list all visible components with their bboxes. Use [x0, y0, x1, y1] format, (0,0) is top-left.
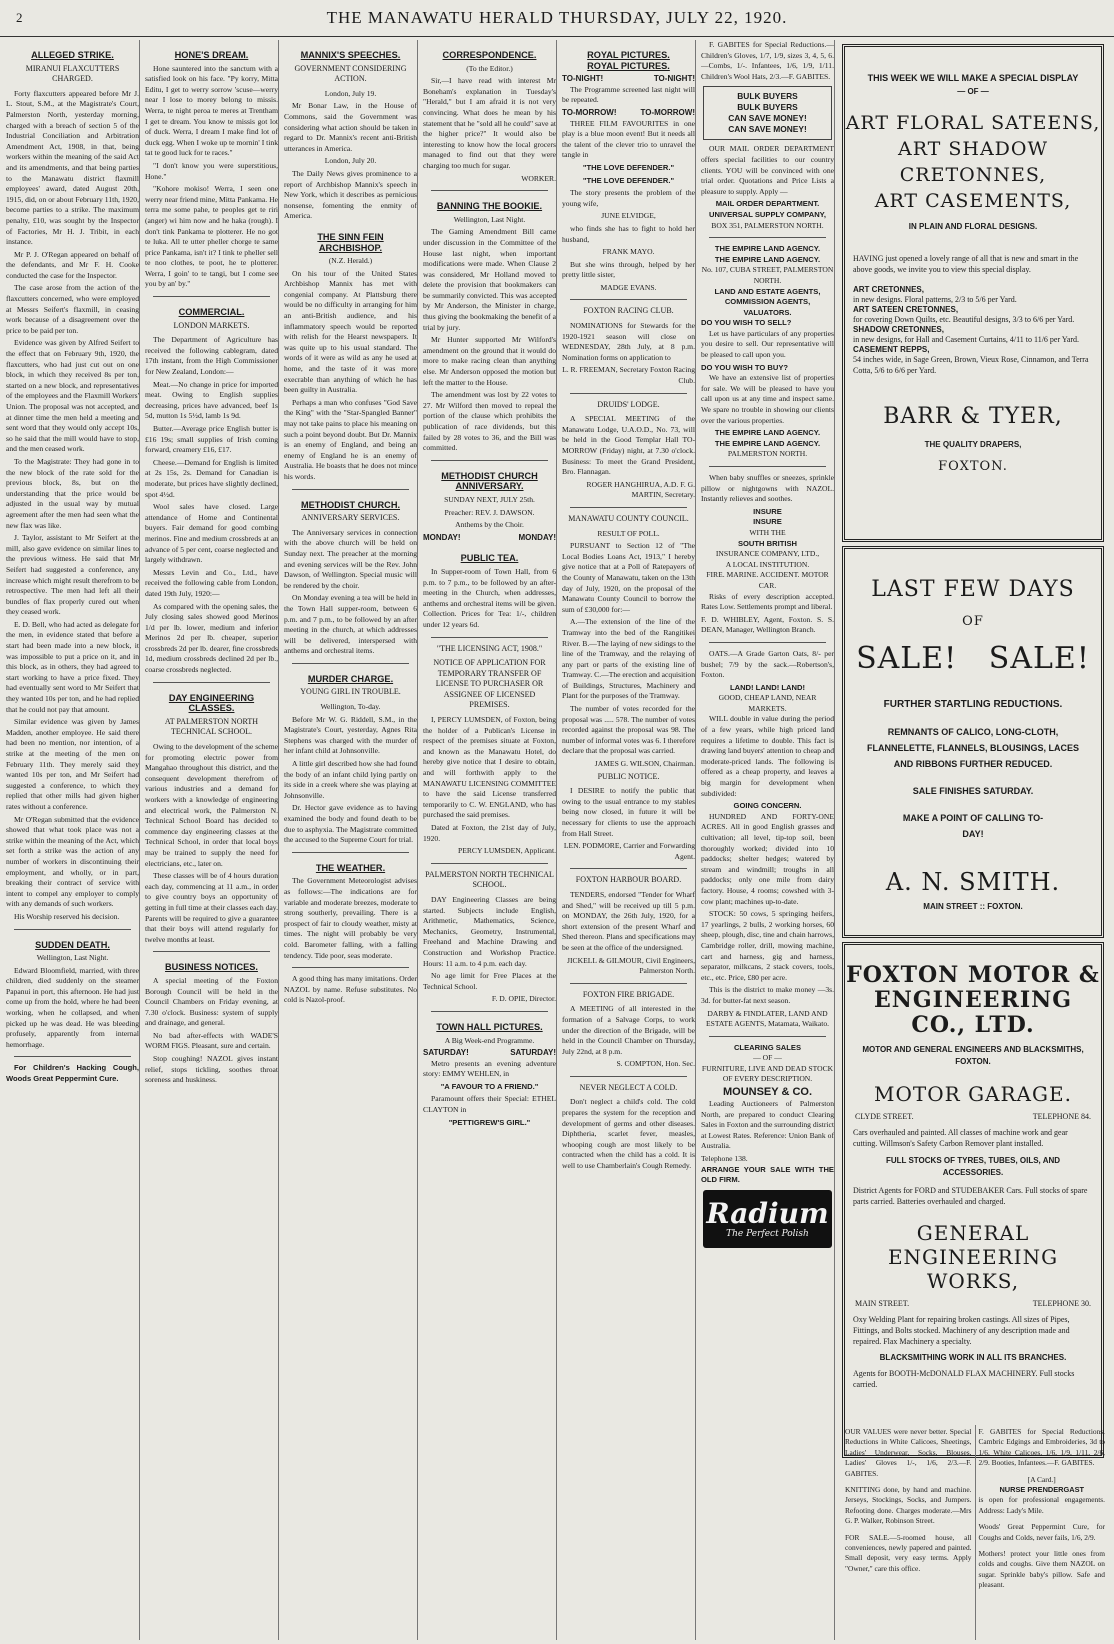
- clearing-sales-line: — OF —: [753, 1053, 782, 1063]
- divider: [292, 489, 409, 490]
- notice-line: SUNDAY NEXT, JULY 25th.: [444, 494, 535, 504]
- headline-public-tea: PUBLIC TEA.: [460, 553, 519, 564]
- article-paragraph: E. D. Bell, who had acted as delegate for the men, in evidence stated that before a start had been made into a new block, it was impossible to put a price on it, and in this block, as in others, they had agreed to start working to have a price fixed. They had eventually sent word to Mr Seifert that they wanted 10s per ton, and he had replied that he could not pay that amount.: [6, 619, 139, 714]
- telephone: Telephone 138.: [701, 1154, 748, 1164]
- article-paragraph: His Worship reserved his decision.: [14, 911, 120, 921]
- divider: [431, 637, 548, 638]
- article-paragraph: The amendment was lost by 22 votes to 27. Mr Wilford then moved to repeal the portion of the clause which prohibits the publication of race dividends, but this failed by 28 votes to 36, and the Bill was committed.: [423, 390, 556, 453]
- article-paragraph: PURSUANT to Section 12 of "The Local Bodies Loans Act, 1913," I hereby give notice that at a Poll of Ratepayers of the County of Manawatu, taken on the 13th day of July, 1920, on the proposal of the Manawatu County Council to borrow the sum of £30,000 for:—: [562, 541, 695, 614]
- signature: ROGER HANGHIRUA, A.D. F. G. MARTIN, Secretary.: [586, 479, 695, 500]
- divider: [292, 967, 409, 968]
- article-paragraph: Forty flaxcutters appeared before Mr J. L. Stout, S.M., at the Magistrate's Court, Palmerston North, yesterday morning, charged with a breach of section 5 of the Industrial Conciliation and Arbitration Amendment Act, 1908, in that, being workers within the meaning of the said Act and its amendments, and that being parties to the Manawatu district flaxmill employees' award, dated August 20th, 1915, did, on or about February 11th, 1920, become parties to a strike. The maximum penalty, £10, was sought by the Inspector of Factories, Mr H. J. Tribit, in each instance.: [6, 88, 139, 247]
- article-paragraph: A special meeting of the Foxton Borough Council will be held in the Council Chambers on Friday evening, at 7.30 o'clock. Business: system of supply and drainage, and general.: [145, 975, 278, 1028]
- divider: [570, 299, 687, 300]
- article-paragraph: On his tour of the United States Archbishop Mannix has met with congenial company. At Plattsburg there would be no difficulty in arranging for him an anti-British audience, and his inflammatory speech would be reported with relish for the Hearst newspapers. It was quite up to his usual standard. The words of it were as wild as any he used at home, and the taste of it was more execrable than anything of which he has been guilty in Australia.: [284, 268, 417, 395]
- advert-column: [842, 40, 1108, 1640]
- headline-foxton-racing: FOXTON RACING CLUB.: [583, 306, 674, 316]
- headline-business-notices: BUSINESS NOTICES.: [165, 962, 258, 973]
- film-title: "THE LOVE DEFENDER.": [582, 162, 675, 172]
- article-paragraph: A SPECIAL MEETING of the Manawatu Lodge, U.A.O.D., No. 73, will be held in the Good Templar Hall TO-MORROW (Friday) night, at 7.30 o'clock. Business: To meet the Grand President, Bro. Flannagan.: [562, 414, 695, 477]
- article-paragraph: Leading Auctioneers of Palmerston North, are prepared to conduct Clearing Sales in Foxton and the surrounding district at Lowest Rates. Reference: Union Bank of Australia.: [701, 1099, 834, 1151]
- article-paragraph: I DESIRE to notify the public that owing to the usual entrance to my stables being now closed, in future it will be necessary for clients to use the approach from Hall Street.: [562, 786, 695, 838]
- article-paragraph: J. Taylor, assistant to Mr Seifert at the mill, also gave evidence on similar lines to the previous witness. He said that Mr Seifert had suggested a conference, any increase which might result therefrom to be retrospective. The men had left all their bundles of flax properly cured out when they ceased work.: [6, 533, 139, 617]
- article-paragraph: Sir,—I have read with interest Mr Boneham's explanation in Tuesday's "Herald," but I am afraid it is not very convincing. What does he mean by his statement that he "sold all he could" save at the higher price?" It would also be interesting to know how the local grocers managed to find out that they were charging too much for sugar.: [423, 76, 556, 170]
- insurance-line: INSURE: [753, 506, 782, 516]
- article-paragraph: TENDERS, endorsed "Tender for Wharf and Shed," will be received up till 5 p.m. on MONDAY, the 26th July, 1920, for a short extension of the present Wharf and Shed thereon. Plans and specifications may be seen at the office of the undersigned.: [562, 889, 695, 952]
- article-paragraph: Edward Bloomfield, married, with three children, died suddenly on the steamer Papanui in port, this afternoon. He had just come up from the hold, where he had been working, when he collapsed, and when picked up he was dead. He was bleeding profusely, apparently from internal hemorrhage.: [6, 965, 139, 1049]
- article-paragraph: Meat.—No change in price for imported meat. Owing to English supplies decreasing, prices have advanced, beef 1s 5d, mutton 1s 5½d, lamb 1s 9d.: [145, 379, 278, 421]
- insurance-line: A LOCAL INSTITUTION.: [725, 559, 810, 569]
- article-paragraph: No bad after-effects with WADE'S WORM FIGS. Pleasant, sure and certain.: [145, 1030, 278, 1051]
- article-paragraph: The case arose from the action of the flaxcutters concerned, who were employed at Messrs Seifert's flaxmill, in ceasing work because of a disagreement over the price to be paid per ton.: [6, 283, 139, 335]
- barr-tyer-name: BARR & TYER,: [883, 404, 1063, 429]
- star-name: JUNE ELVIDGE,: [601, 211, 656, 221]
- subheading: LONDON MARKETS.: [173, 320, 250, 330]
- subheading: GOVERNMENT CONSIDERING ACTION.: [294, 63, 407, 84]
- star-name: FRANK MAYO.: [602, 247, 655, 257]
- signature: F. D. OPIE, Director.: [491, 994, 556, 1004]
- land-heading: LAND! LAND! LAND!: [729, 682, 806, 692]
- article-paragraph: We have an extensive list of properties for sale. We will be pleased to have you call upon us at any time and inspect same. We spare no trouble in showing our clients over the various properties.: [701, 373, 834, 425]
- article-paragraph: A.—The extension of the line of the Tramway into the bed of the Rangitikei River. B.—The laying of new sidings to the line of the Tramway, and the relaying of any part or parts of the existing line of Tramway. C.—The erection and acquisition of Buildings, Structures, Machinery and Plant for the purposes of the Tramway.: [562, 617, 695, 701]
- headline-public-notice: PUBLIC NOTICE.: [597, 771, 660, 781]
- mounsey-name: MOUNSEY & CO.: [722, 1086, 813, 1099]
- film-title: "PETTIGREW'S GIRL.": [448, 1117, 531, 1127]
- article-paragraph: These classes will be of 4 hours duration each day, commencing at 11 a.m., in order to give country boys an opportunity of getting in full time at their classes each day. Parents will be required to give a guarantee that their boys will attend regularly for twelve months at least.: [145, 871, 278, 944]
- article-paragraph: who finds she has to fight to hold her husband,: [562, 223, 695, 244]
- headline-county-council: MANAWATU COUNTY COUNCIL.: [568, 513, 689, 523]
- article-paragraph: The number of votes recorded for the proposal was ..... 578. The number of votes recorded against the proposal was 98. The number of informal votes was 6. I therefore declare that the proposal was carried.: [562, 704, 695, 756]
- film-title: "THE LOVE DEFENDER.": [582, 175, 675, 185]
- clearing-sales-heading: CLEARING SALES: [733, 1042, 802, 1052]
- article-paragraph: Mr O'Regan submitted that the evidence showed that what took place was not a strike within the meaning of the Act, which set forth a strike was the action of any number of workers in discontinuing their employment, and wholly, or in part, breaking their contract of service with intent to compel any employer to comply with any demands of such workers.: [6, 814, 139, 909]
- divider: [570, 1076, 687, 1077]
- source-line: (N.Z. Herald.): [328, 256, 373, 266]
- signature: F. D. WHIBLEY, Agent, Foxton. S. S. DEAN, Manager, Wellington Branch.: [701, 614, 834, 635]
- article-paragraph: The Government Meteorologist advises as follows:—The indications are for variable and moderate breezes, moderate to strong southerly, prevailing. There is a prospect of fair to cloudy weather, misty at times. The night will probably be very cold. Barometer falling, with a falling tendency. Tide poor, seas moderate.: [284, 876, 417, 960]
- article-paragraph: As compared with the opening sales, the July closing sales showed good Merinos 1/d per lb. lower, medium and inferior Merinos 2d per lb. cheaper, superior crossbreds 2d per lb. dearer, fine crossbreds 1d, medium crossbreds declined 2d per lb., coarse crossbreds neglected.: [145, 601, 278, 675]
- insurance-line: WITH THE: [749, 527, 786, 537]
- subheading: NOTICE OF APPLICATION FOR TEMPORARY TRANSFER OF LICENSE TO PURCHASER OR ASSIGNEE OF LICENSED PREMISES.: [433, 658, 546, 710]
- article-paragraph: WILL double in value during the period of a few years, while high priced land requires a lifetime to double. This fact is drawing land buyers' attention to cheap and moderate-priced lands. The following is offered as a cheap property, and leaves a big margin for development when subdivided:: [701, 714, 834, 798]
- article-paragraph: Dated at Foxton, the 21st day of July, 1920.: [423, 823, 556, 843]
- article-paragraph: Similar evidence was given by James Madden, another employee. He said there had been no mention, nor intention, of a strike at the meeting of the men on February 11th. They merely said they wanted 10s per ton, and Mr Seifert had suggested a conference, to which they replied that other mills had given higher rates without a conference.: [6, 717, 139, 811]
- a-n-smith-name: A. N. SMITH.: [885, 868, 1061, 896]
- signature: JAMES G. WILSON, Chairman.: [594, 759, 695, 769]
- classified-column: OUR VALUES were never better. Special Reductions in White Calicoes, Sheetings, Ladies' Underwear, Socks, Blouses, Ladies' Gloves 1/-, 1/6, 2/3.—F. GABITES. KNITTING done, by hand and machine. Jerseys, Stockings, Socks, and Jumpers. Refooting done. Charges moderate.—Mrs G. P. Walker, Robinson Street. FOR SALE.—5-roomed house, all conveniences, newly papered and painted. Small deposit, very easy terms. Apply "Owner," care this office.: [842, 1425, 976, 1640]
- signature: LEN. PODMORE, Carrier and Forwarding Agent.: [563, 841, 695, 861]
- signature: L. R. FREEMAN, Secretary Foxton Racing Club.: [562, 365, 695, 386]
- subheading: (To the Editor.): [466, 63, 513, 73]
- article-paragraph: Don't neglect a child's cold. The cold prepares the system for the reception and development of germs and other diseases. Diphtheria, scarlet fever, measles, whooping cough are most likely to be contracted when the child has a cold. It is well to use Chamberlain's Cough Remedy.: [562, 1097, 695, 1171]
- masthead: [0, 0, 1114, 37]
- article-paragraph: A little girl described how she had found the body of an infant child lying partly on its side in a creek where she was playing at Johnsonville.: [284, 759, 417, 800]
- article-paragraph: The Department of Agriculture has received the following cablegram, dated 17th instant, from the High Commissioner for New Zealand, London:—: [145, 335, 278, 377]
- headline-commercial: COMMERCIAL.: [178, 307, 245, 318]
- notice-line: Anthems by the Choir.: [455, 520, 524, 530]
- divider: [709, 237, 826, 238]
- article-paragraph: DAY Engineering Classes are being started. Subjects include English, Arithmetic, Mathematics, Science, Mechanics, Geometry, Instrumental, Freehand and Machine Drawing and Construction and Workshop Practice. Hours: 11 a.m. to 4 p.m. each day.: [423, 894, 556, 968]
- article-paragraph: This is the district to make money —3s. 3d. for butter-fat next season.: [701, 985, 834, 1005]
- classified-ad: When baby snuffles or sneezes, sprinkle pillow or nightgowns with NAZOL. Instantly relieves and soothes.: [701, 473, 834, 504]
- divider: [431, 863, 548, 864]
- divider: [570, 393, 687, 394]
- article-paragraph: Metro presents an evening adventure story: EMMY WEHLEN, in: [423, 1058, 556, 1079]
- agency-name: THE EMPIRE LAND AGENCY.: [714, 428, 821, 438]
- divider: [431, 190, 548, 191]
- dateline: Wellington, To-day.: [320, 702, 381, 712]
- column-2: [145, 40, 279, 1640]
- foxton-motor-ad: FOXTON MOTOR & ENGINEERING CO., LTD. MOTOR AND GENERAL ENGINEERS AND BLACKSMITHS, FOXTON. MOTOR GARAGE. CLYDE STREET. TELEPHONE 84. Cars overhauled and painted. All classes of machine work and gear cutting. Willmson's Safety Carbon Remover plant installed. FULL STOCKS OF TYRES, TUBES, OILS, AND ACCESSORIES. District Agents for FORD and STUDEBAKER Cars. Full stocks of spare parts carried. Batteries overhauled and charged. GENERAL ENGINEERING WORKS, MAIN STREET. TELEPHONE 30. Oxy Welding Plant for repairing broken castings. All sizes of Pipes, Fittings, and Bolts stocked. Machinery of any description made and repaired. Flax Machinery a specialty. BLACKSMITHING WORK IN ALL ITS BRANCHES. Agents for BOOTH-McDONALD FLAX MACHINERY. Full stocks carried.: [842, 942, 1104, 1458]
- signature: WORKER.: [521, 173, 556, 183]
- article-paragraph: Evidence was given by Alfred Seifert to the effect that on February 9th, 1920, the flaxcutters, who had just cut out on one block, in which they received 8s per ton, started on a new block, and representatives of the employees and the Flaxmill Workers' Union. The proposal was not accepted, and at dinner time the men held a meeting and sent word that they would only accept 10s, so he said that the mill would have to stop, and the men ceased work.: [6, 338, 139, 454]
- article-paragraph: Owing to the development of the scheme for promoting electric power from Mangahao throughout this district, and the consequent development therefrom of various industries and a demand for workers with a knowledge of engineering and electrical work, the Palmerston N. Technical School Board has decided to commence day engineering classes at the Technical School, in order that local boys may be trained to supply the need for electricians, etc., later on.: [145, 742, 278, 868]
- headline-correspondence: CORRESPONDENCE.: [442, 50, 537, 60]
- subheading: A Big Week-end Programme.: [444, 1035, 535, 1045]
- insurance-line: INSURE: [753, 517, 782, 527]
- nurse-name: NURSE PRENDERGAST: [999, 1485, 1085, 1495]
- signature: S. COMPTON, Hon. Sec.: [616, 1059, 695, 1069]
- column-3: [284, 40, 418, 1640]
- headline-hones-dream: HONE'S DREAM.: [174, 50, 249, 60]
- divider: [709, 642, 826, 643]
- article-paragraph: The Gaming Amendment Bill came under discussion in the Committee of the House last night, when important modifications were made. When Clause 2 was considered, Mr Holland moved to delete the provision that bookmakers can be summarily convicted. This was accepted by Mr Anderson, the Minister in charge, thus giving the bookmaking the benefit of a trial by jury.: [423, 227, 556, 332]
- divider: [709, 1036, 826, 1037]
- headline-banning-bookie: BANNING THE BOOKIE.: [436, 201, 543, 212]
- classified-column: F. GABITES for Special Reductions. Cambric Edgings and Embroideries, 3d to 1/6. White Calicoes, 1/6, 1/9, 1/11, 2/6, 2/9. Booties, Infantees.—F. GABITES. [A Card.] NURSE PRENDERGAST is open for professional engagements. Address: Lady's Mile. Woods' Great Peppermint Cure, for Coughs and Colds, never fails, 1/6, 2/9. Mothers! protect your little ones from colds and coughs. Give them NAZOL on sugar. Sprinkle baby's pillow. Safe and pleasant.: [978, 1427, 1105, 1590]
- mail-order-title: MAIL ORDER DEPARTMENT.: [715, 199, 820, 209]
- subheading: AT PALMERSTON NORTH TECHNICAL SCHOOL.: [164, 716, 259, 737]
- divider: [153, 951, 270, 952]
- article-paragraph: Cheese.—Demand for English is limited at 2s 15s, 2s. Demand for Canadian is moderate, but prices have slightly declined, spot 4½d.: [145, 457, 278, 499]
- signature: PERCY LUMSDEN, Applicant.: [457, 846, 556, 856]
- headline-royal-pictures: ROYAL PICTURES.: [587, 50, 670, 60]
- article-paragraph: THREE FILM FAVOURITES in one play is a blue moon event! But it needs all the talent of the clever trio to unravel the tangle in: [562, 118, 695, 160]
- subheading: RESULT OF POLL.: [597, 528, 660, 538]
- article-paragraph: Mr Bonar Law, in the House of Commons, said the Government was considering what action should be taken in regard to Dr. Mannix's recent anti-British utterances in America.: [284, 101, 417, 153]
- article-paragraph: NOMINATIONS for Stewards for the 1920-1921 season will close on WEDNESDAY, 28th July, at 8 p.m. Nomination forms on application to: [562, 321, 695, 362]
- clearing-sales-line: FURNITURE, LIVE AND DEAD STOCK OF EVERY DESCRIPTION.: [701, 1063, 834, 1084]
- divider: [153, 682, 270, 683]
- article-paragraph: The story presents the problem of the young wife,: [562, 188, 695, 208]
- bottom-classifieds: [842, 1425, 1108, 1640]
- divider: [14, 929, 131, 930]
- tonight-banner: TO-NIGHT! TO-NIGHT!: [562, 74, 695, 84]
- dateline: London, July 19.: [324, 88, 377, 98]
- headline-murder-charge: MURDER CHARGE.: [307, 673, 394, 684]
- headline-sudden-death: SUDDEN DEATH.: [35, 939, 110, 950]
- divider: [431, 460, 548, 461]
- dateline: Wellington, Last Night.: [36, 953, 109, 963]
- divider: [570, 507, 687, 508]
- agency-name: THE EMPIRE LAND AGENCY.: [714, 254, 821, 264]
- land-subheading: GOOD, CHEAP LAND, NEAR MARKETS.: [718, 693, 817, 713]
- film-title: "A FAVOUR TO A FRIEND.": [440, 1081, 539, 1091]
- article-paragraph: Mr Hunter supported Mr Wilford's amendment on the ground that it would do more to make racing clean than anything else. Mr Anderson opposed the motion but left the matter to the House.: [423, 335, 556, 387]
- column-4: [423, 40, 557, 1640]
- notice-line: Preacher: REV. J. DAWSON.: [444, 507, 535, 517]
- classified-ad: OUR MAIL ORDER DEPARTMENT offers special facilities to our country clients. YOU will be convinced with one trial order. Quotations and Price Lists a pleasure to supply. Apply —: [701, 144, 834, 196]
- article-paragraph: Dr. Hector gave evidence as to having examined the body and found death to be due to asphyxia. The Magistrate committed the accused to the Supreme Court for trial.: [284, 803, 417, 845]
- divider: [570, 983, 687, 984]
- article-paragraph: No age limit for Free Places at the Technical School.: [423, 971, 556, 991]
- article-paragraph: "Kohore mokiso! Werra, I seen one werry near friend mine, Mitta Pankama. He terra me some pahe, te peoples get te riri (anger) wi him now and he haka (rough). I don't tink Pankama te plotterer. He no got te luka. All te utter pheller chorge te same price Pankama, isn't it? I tink te pheller sell te noo clothes, te poot, he te plotterer. Werra, I goin' to te tangi, but I come see you by an' by.": [145, 184, 278, 289]
- divider: [292, 663, 409, 664]
- divider: [153, 296, 270, 297]
- headline-methodist-anniversary: METHODIST CHURCH ANNIVERSARY.: [441, 470, 538, 492]
- article-paragraph: HUNDRED AND FORTY-ONE ACRES. All in good English grasses and cultivation; all level, tip-top soil, been thoroughly worked; divided into 10 paddocks; shelter hedges; watered by stream and windmill; troughs in all paddocks; only one mile from dairy factory. House, 4 rooms; cowshed with 3-cow plant; machines up-to-date.: [701, 811, 834, 906]
- agency-line: COMMISSION AGENTS,: [724, 297, 811, 307]
- headline-royal-pictures: ROYAL PICTURES.: [587, 60, 670, 71]
- article-paragraph: Perhaps a man who confuses "God Save the King" with the "Star-Spangled Banner" may not take pains to place his meaning on such a point beyond doubt. But Dr. Mannix is an enemy of England, and being an enemy of England he is an enemy of Australia. He boasts that he does not mince his words.: [284, 397, 417, 481]
- bulk-buyers-box: BULK BUYERS BULK BUYERS CAN SAVE MONEY! CAN SAVE MONEY!: [703, 86, 832, 140]
- headline-town-hall-pictures: TOWN HALL PICTURES.: [436, 1021, 543, 1032]
- radium-logo: Radium The Perfect Polish: [703, 1190, 832, 1248]
- divider: [709, 466, 826, 467]
- article-paragraph: The Programme screened last night will be repeated.: [562, 84, 695, 105]
- article-paragraph: A MEETING of all interested in the formation of a Salvage Corps, to work under the direction of the Brigade, will be held in the Council Chamber on Thursday, July 22nd, at 8 p.m.: [562, 1004, 695, 1056]
- article-paragraph: STOCK: 50 cows, 5 springing heifers, 17 yearlings, 2 bulls, 2 working horses, 60 sheep, plough, disc, tine and chain harrows, Cambridge roller, drill, mowing machine, cart and harness, gig and harness, separator, milkcans, 2 stack covers, tools, etc., etc. Price, £80 per acre.: [701, 909, 834, 982]
- agency-name: THE EMPIRE LAND AGENCY.: [714, 244, 821, 254]
- dateline: Wellington, Last Night.: [453, 214, 526, 224]
- headline-alleged-strike: ALLEGED STRIKE.: [31, 50, 114, 60]
- article-paragraph: The Anniversary services in connection with the above church will be held on Sunday next. The preacher at the morning and evening services will be the Rev. John Dawson, of Wellington. Special music will be rendered by the choir.: [284, 527, 417, 590]
- headline-fire-brigade: FOXTON FIRE BRIGADE.: [582, 989, 675, 999]
- insurance-line: SOUTH BRITISH: [737, 538, 798, 548]
- tomorrow-banner: TO-MORROW! TO-MORROW!: [562, 107, 695, 117]
- insurance-line: FIRE. MARINE. ACCIDENT. MOTOR CAR.: [706, 570, 829, 590]
- subheading: YOUNG GIRL IN TROUBLE.: [300, 687, 401, 697]
- article-paragraph: I, PERCY LUMSDEN, of Foxton, being the holder of a Publican's License in respect of the premises situate at Foxton, and known as the Manawatu Hotel, do hereby give notice that I desire to obtain, and will forthwith apply to the MANAWATU LICENSING COMMITTEE to have the said License transferred temporarily to C. W. ENGLAND, who has purchased the said premises.: [423, 715, 556, 820]
- classified-ad: OATS.—A Grade Garton Oats, 8/- per bushel; 7/9 by the sack.—Robertson's, Foxton.: [701, 648, 834, 680]
- article-paragraph: To the Magistrate: They had gone in to the new block of the rate sold for the previous block, 8s, but on the understanding that the price would be adjusted in the usual way by mutual agreement after the men had seen what the new flax was like.: [6, 456, 139, 530]
- subheading: MIRANUI FLAXCUTTERS CHARGED.: [25, 63, 120, 84]
- arrange-line: ARRANGE YOUR SALE WITH THE OLD FIRM.: [701, 1164, 834, 1185]
- subheading: ANNIVERSARY SERVICES.: [301, 513, 400, 523]
- article-paragraph: "I don't know you were superstitious, Hone.": [145, 160, 278, 181]
- headline-methodist-church: METHODIST CHURCH.: [300, 499, 401, 510]
- divider: [570, 868, 687, 869]
- headline-weather: THE WEATHER.: [315, 862, 386, 873]
- article-paragraph: Paramount offers their Special: ETHEL CLAYTON in: [423, 1094, 556, 1115]
- dateline: London, July 20.: [324, 156, 377, 166]
- article-paragraph: A good thing has many imitations. Order NAZOL by name. Refuse substitutes. No cold is Nazol-proof.: [284, 974, 417, 1005]
- signature: JICKELL & GILMOUR, Civil Engineers, Palmerston North.: [567, 955, 695, 976]
- divider: [431, 1011, 548, 1012]
- article-paragraph: Hone sauntered into the sanctum with a satisfied look on his face. "Py korry, Mitta Editu, I get to werry sorrow 'scuse—werry near I lose to morey belong to missis. Werra, te night peroa te meres at Trentham I get te dream. You know te missis got lot of duck. Werra, I dream I make find lot of duck egg. When I woke up te mornin' I tink tat te good luck for te races.": [145, 63, 278, 158]
- a-n-smith-sale-ad: LAST FEW DAYS OF SALE! SALE! FURTHER STARTLING REDUCTIONS. REMNANTS OF CALICO, LONG-CLOTH, FLANNELETTE, FLANNELS, BLOUSINGS, LACES AND RIBBONS FURTHER REDUCED. SALE FINISHES SATURDAY. MAKE A POINT OF CALLING TO-DAY! A. N. SMITH. MAIN STREET :: FOXTON.: [842, 546, 1104, 938]
- headline-harbour-board: FOXTON HARBOUR BOARD.: [575, 875, 682, 885]
- article-paragraph: Let us have particulars of any properties you desire to sell. Our representative will be pleased to call upon you.: [701, 328, 834, 360]
- classified-ad: F. GABITES for Special Reductions.—Children's Gloves, 1/7, 1/9, sizes 3, 4, 5, 6.—Combs, 1/-. Infantees, 1/6, 1/9, 1/11. Children's Wool Hats, 2/3.—F. GABITES.: [701, 40, 834, 81]
- headline-never-neglect-cold: NEVER NEGLECT A COLD.: [579, 1082, 678, 1092]
- insurance-line: INSURANCE COMPANY, LTD.,: [715, 549, 820, 559]
- headline-technical-school: PALMERSTON NORTH TECHNICAL SCHOOL.: [425, 869, 554, 890]
- article-paragraph: But she wins through, helped by her pretty little sister,: [562, 259, 695, 280]
- headline-druids-lodge: DRUIDS' LODGE.: [597, 399, 660, 409]
- page-number: 2: [16, 10, 23, 25]
- column-6: [701, 40, 835, 1640]
- question-heading: DO YOU WISH TO BUY?: [701, 362, 789, 372]
- going-concern-heading: GOING CONCERN.: [733, 801, 802, 811]
- headline-mannix-speeches: MANNIX'S SPEECHES.: [300, 50, 401, 60]
- article-paragraph: In Supper-room of Town Hall, from 6 p.m. to 7 p.m., to be followed by an after-meeting in the Church, when addresses, anthems and orchestral items will be given. Collection. Prices for Tea: 1/-, children under 12 years 6d.: [423, 566, 556, 629]
- company-name: UNIVERSAL SUPPLY COMPANY,: [708, 209, 827, 219]
- barr-tyer-ad: THIS WEEK WE WILL MAKE A SPECIAL DISPLAY — OF — ART FLORAL SATEENS, ART SHADOW CRETONNES, ART CASEMENTS, IN PLAIN AND FLORAL DESIGNS. HAVING just opened a lovely range of all that is new and smart in the above goods, we invite you to view this special display. ART CRETONNES, in new designs. Floral patterns, 2/3 to 5/6 per Yard. ART SATEEN CRETONNES, for covering Down Quilts, etc. Beautiful designs, 3/3 to 6/6 per Yard. SHADOW CRETONNES, in new designs, for Hall and Casement Curtains, 4/11 to 11/6 per Yard. CASEMENT REPPS, 54 inches wide, in Sage Green, Brown, Vieux Rose, Cinnamon, and Terra Cotta, 5/6 to 6/6 per Yard. BARR & TYER, THE QUALITY DRAPERS, FOXTON.: [842, 44, 1104, 542]
- newspaper-title: THE MANAWATU HERALD THURSDAY, JULY 22, 1920.: [326, 8, 788, 27]
- company-address: BOX 351, PALMERSTON NORTH.: [711, 220, 824, 230]
- article-paragraph: Stop coughing! NAZOL gives instant relief, stops tickling, soothes throat soreness and huskiness.: [145, 1054, 278, 1085]
- divider: [292, 852, 409, 853]
- column-5: [562, 40, 696, 1640]
- article-paragraph: Messrs Levin and Co., Ltd., have received the following cable from London, dated 19th July, 1920:—: [145, 567, 278, 598]
- column-1: [6, 40, 140, 1640]
- star-name: MADGE EVANS.: [600, 282, 657, 292]
- headline-licensing-act: "THE LICENSING ACT, 1908.": [436, 643, 543, 653]
- agency-address: PALMERSTON NORTH.: [727, 449, 808, 459]
- article-paragraph: On Monday evening a tea will be held in the Town Hall supper-room, between 6 p.m. and 7 p.m., to be followed by an after meeting in the church, at which addresses will be delivered, interspersed with anthems and orchestral items.: [284, 593, 417, 656]
- question-heading: DO YOU WISH TO SELL?: [701, 318, 792, 328]
- agency-line: LAND AND ESTATE AGENTS,: [714, 286, 821, 296]
- signature: DARBY & FINDLATER, LAND AND ESTATE AGENTS, Matamata, Waikato.: [705, 1008, 830, 1029]
- article-paragraph: Butter.—Average price English butter is £16 19s; small supplies of Irish coming forward, creamery £16, £17.: [145, 424, 278, 455]
- article-paragraph: The Daily News gives prominence to a report of Archbishop Mannix's speech in New York, which it describes as pernicious nonsense, fomenting the enmity of America.: [284, 168, 417, 221]
- agency-line: VALUATORS.: [743, 307, 792, 317]
- article-paragraph: Wool sales have closed. Large attendance of Home and Continental buyers. Fair demand for good combing merinos. Fine and medium crossbreds at an advance of 5 per cent, coarse neglected and largely withdrawn.: [145, 502, 278, 565]
- footer-ad: For Children's Hacking Cough, Woods Great Peppermint Cure.: [6, 1063, 139, 1084]
- monday-banner: MONDAY! MONDAY!: [423, 532, 556, 542]
- headline-day-engineering: DAY ENGINEERING CLASSES.: [168, 692, 255, 714]
- agency-name: THE EMPIRE LAND AGENCY.: [714, 438, 821, 448]
- article-paragraph: Before Mr W. G. Riddell, S.M., in the Magistrate's Court, yesterday, Agnes Rita Stephens was charged with the murder of her infant child at Johnsonville.: [284, 714, 417, 756]
- article-paragraph: Mr P. J. O'Regan appeared on behalf of the defendants, and Mr F. H. Cooke conducted the case for the Inspector.: [6, 249, 139, 280]
- divider: [14, 1056, 131, 1057]
- classified-ad: Risks of every description accepted. Rates Low. Settlements prompt and liberal.: [701, 591, 834, 612]
- saturday-banner: SATURDAY! SATURDAY!: [423, 1048, 556, 1058]
- agency-address: No. 107, CUBA STREET, PALMERSTON NORTH.: [701, 265, 834, 285]
- headline-sinn-fein: THE SINN FEIN ARCHBISHOP.: [317, 231, 384, 253]
